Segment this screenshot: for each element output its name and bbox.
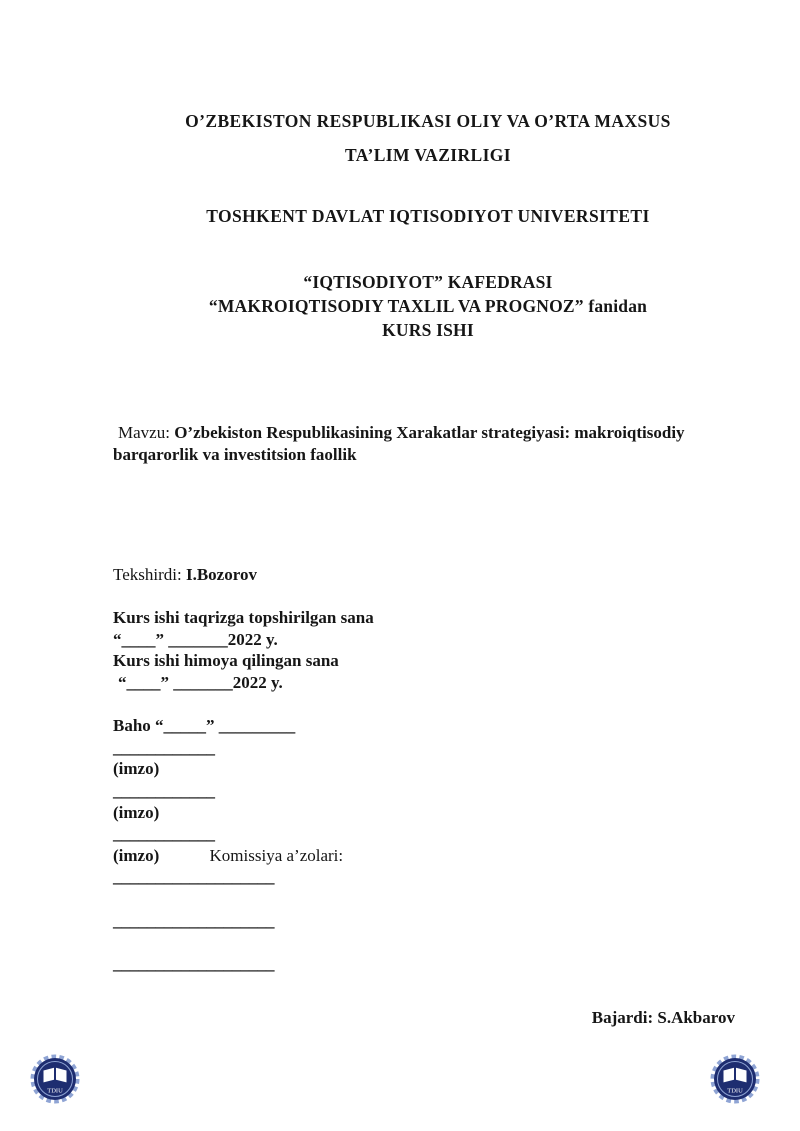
commission-line: ___________________ [113, 867, 275, 887]
tdiu-logo-icon [710, 1054, 760, 1104]
spacer-row [113, 931, 743, 953]
university-heading: TOSHKENT DAVLAT IQTISODIYOT UNIVERSITETI [206, 206, 650, 226]
signature-label: (imzo) [113, 802, 160, 822]
tdiu-logo-left [30, 1054, 80, 1104]
tdiu-logo-right [710, 1054, 760, 1104]
signature-line: ____________ [113, 824, 215, 844]
tdiu-logo-icon [30, 1054, 80, 1104]
topic-paragraph [113, 422, 709, 466]
spacer-row [113, 586, 743, 608]
reviewer-name: I.Bozorov [185, 565, 257, 584]
ministry-line2: TA’LIM VAZIRLIGI [344, 145, 512, 165]
commission-line: ___________________ [113, 953, 275, 973]
grade-line: Baho “_____” _________ [113, 716, 296, 736]
commission-line: ___________________ [113, 910, 275, 930]
reviewer-label: Tekshirdi: [113, 565, 182, 584]
logo-abbr: TDIU [47, 1087, 63, 1095]
department-heading-block [113, 270, 743, 342]
ministry-line1: O’ZBEKISTON RESPUBLIKASI OLIY VA O’RTA MAXSUS [185, 111, 671, 131]
signature-line: ____________ [113, 780, 215, 800]
signature-label: (imzo) [113, 845, 160, 865]
defended-date-label: Kurs ishi himoya qilingan sana [113, 651, 339, 671]
work-type: KURS ISHI [382, 320, 474, 340]
submitted-date-blank: “____” _______2022 y. [113, 629, 278, 649]
ministry-heading [113, 104, 743, 172]
course-subject: “MAKROIQTISODIY TAXLIL VA PROGNOZ” fanidan [208, 296, 648, 316]
author-line: Bajardi: S.Akbarov [591, 1008, 735, 1027]
spacer-row [113, 694, 743, 716]
signature-commission-row [113, 845, 743, 867]
spacer-row [113, 888, 743, 910]
info-block [113, 564, 743, 974]
signature-label: (imzo) [113, 759, 160, 779]
logo-abbr: TDIU [727, 1087, 743, 1095]
topic-label: Mavzu: [118, 423, 170, 442]
defended-date-blank: “____” _______2022 y. [118, 672, 283, 692]
submitted-date-label: Kurs ishi taqrizga topshirilgan sana [113, 608, 374, 628]
signature-line: ____________ [113, 737, 215, 757]
department-name: “IQTISODIYOT” KAFEDRASI [303, 272, 553, 292]
reviewer-row [113, 564, 743, 586]
commission-label: Komissiya a’zolari: [209, 845, 344, 865]
topic-title: O’zbekiston Respublikasining Xarakatlar strategiyasi: makroiqtisodiy barqarorlik va investitsion faollik [113, 423, 685, 464]
